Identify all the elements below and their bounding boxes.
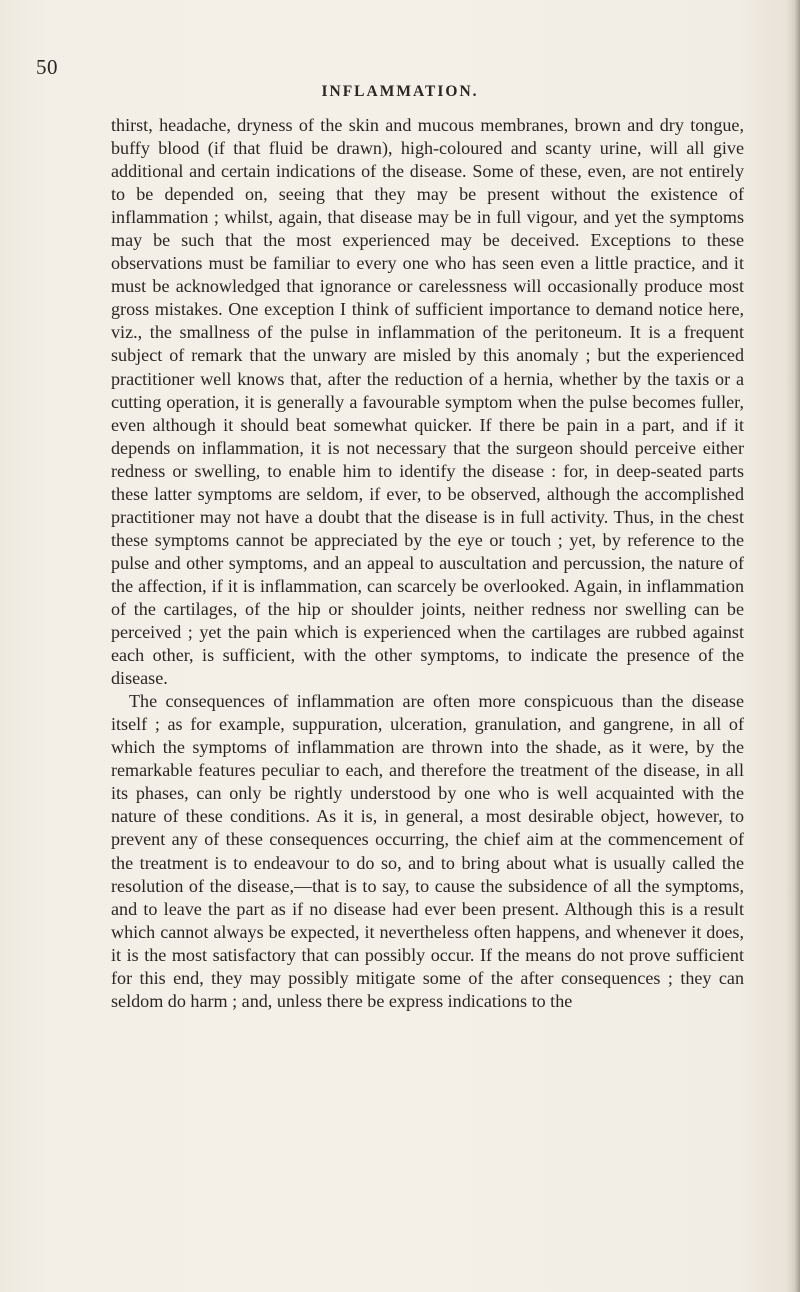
- body-text: [111, 114, 744, 1013]
- running-head: INFLAMMATION.: [321, 83, 479, 100]
- page-edge-shadow: [786, 0, 800, 1292]
- paragraph-2: The consequences of inflammation are often more conspicuous than the disease itself ; as for example, suppuration, ulceration, granulation, and gangrene, in all of which the symptoms of inflammation are thrown into the shade, as it were, by the remarkable features peculiar to each, and therefore the treatment of the disease, in all its phases, can only be rightly understood by one who is well acquainted with the nature of these conditions. As it is, in general, a most desirable object, however, to prevent any of these consequences occurring, the chief aim at the commencement of the treatment is to endeavour to do so, and to bring about what is usually called the resolution of the disease,—that is to say, to cause the subsidence of all the symptoms, and to leave the part as if no disease had ever been present. Although this is a result which cannot always be expected, it nevertheless often happens, and whenever it does, it is the most satisfactory that can possibly occur. If the means do not prove sufficient for this end, they may possibly mitigate some of the after consequences ; they can seldom do harm ; and, unless there be express indications to the: [111, 691, 744, 1011]
- paragraph-1: thirst, headache, dryness of the skin and mucous membranes, brown and dry tongue, buffy blood (if that fluid be drawn), high-coloured and scanty urine, will all give additional and certain indications of the disease. Some of these, even, are not entirely to be depended on, seeing that they may be present without the existence of inflammation ; whilst, again, that disease may be in full vigour, and yet the symptoms may be such that the most experienced may be deceived. Exceptions to these observations must be familiar to every one who has seen even a little practice, and it must be acknowledged that ignorance or carelessness will occasionally produce most gross mistakes. One exception I think of sufficient importance to demand notice here, viz., the smallness of the pulse in inflammation of the peritoneum. It is a frequent subject of remark that the unwary are misled by this anomaly ; but the experienced practitioner well knows that, after the reduction of a hernia, whether by the taxis or a cutting operation, it is generally a favourable symptom when the pulse becomes fuller, even although it should beat somewhat quicker. If there be pain in a part, and if it depends on inflammation, it is not necessary that the surgeon should perceive either redness or swelling, to enable him to identify the disease : for, in deep-seated parts these latter symptoms are seldom, if ever, to be observed, although the accomplished practitioner may not have a doubt that the disease is in full activity. Thus, in the chest these symptoms cannot be appreciated by the eye or touch ; yet, by reference to the pulse and other symptoms, and an appeal to auscultation and percussion, the nature of the affection, if it is inflammation, can scarcely be overlooked. Again, in inflammation of the cartilages, of the hip or shoulder joints, neither redness nor swelling can be perceived ; yet the pain which is experienced when the cartilages are rubbed against each other, is sufficient, with the other symptoms, to indicate the presence of the disease.: [111, 115, 744, 689]
- page-number: 50: [36, 55, 58, 79]
